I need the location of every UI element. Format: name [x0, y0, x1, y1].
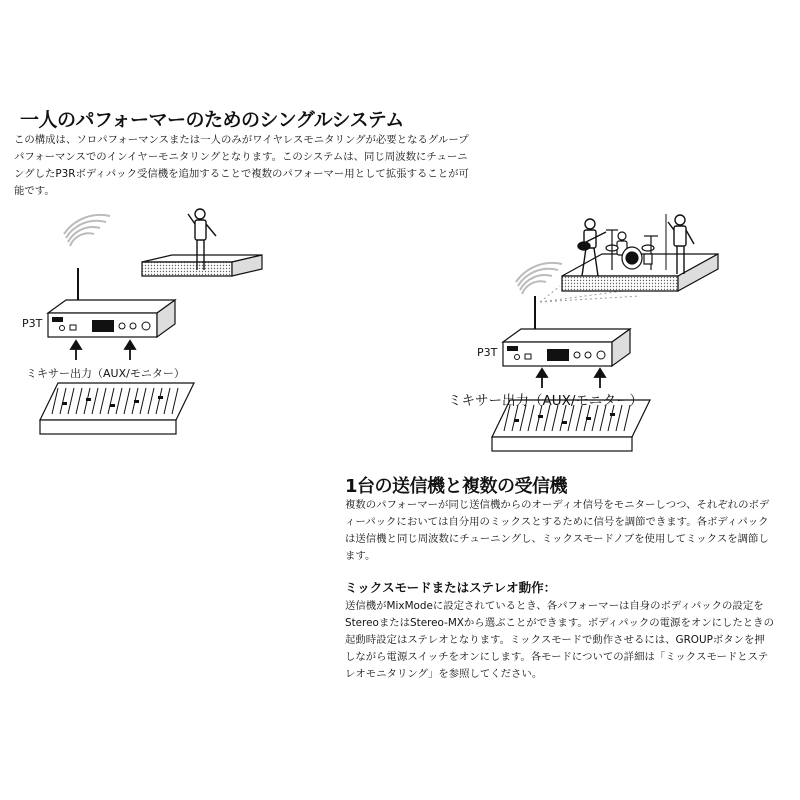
- mix-mode-description: 送信機がMixModeに設定されているとき、各パフォーマーは自身のボディパックの設定をStereoまたはStereo-MXから選ぶことができます。ボディパックの電源をオンにしたときの起動時設定はステレオとなります。ミックスモードで動作させるには、GROUPボタンを押しながら電源スイッチをオンにします。各モードについての詳細は「ミックスモードとステレオモニタリング」を参照してください。: [345, 600, 774, 680]
- multi-device-label: P3T: [477, 346, 498, 359]
- single-system-description: この構成は、ソロパフォーマンスまたは一人のみがワイヤレスモニタリングが必要となるグループパフォーマンスでのインイヤーモニタリングとなります。このシステムは、同じ周波数にチューニングしたP3Rボディパック受信機を追加することで複数のパフォーマー用として拡張することが可能です。: [14, 134, 469, 197]
- input-arrows-icon: [537, 369, 605, 388]
- stage-platform: [142, 255, 262, 276]
- multi-input-label: ミキサー出力（AUX/モニター）: [448, 393, 643, 409]
- single-system-diagram: [40, 209, 262, 434]
- single-system-title: 一人のパフォーマーのためのシングルシステム: [20, 109, 404, 131]
- single-input-label: ミキサー出力（AUX/モニター）: [26, 367, 185, 380]
- input-arrows-icon: [71, 341, 135, 360]
- mixer-console: [40, 383, 194, 434]
- multi-system-title: 1台の送信機と複数の受信機: [345, 476, 568, 497]
- signal-waves-icon: [516, 263, 562, 294]
- multi-system-description: 複数のパフォーマーが同じ送信機からのオーディオ信号をモニターしつつ、それぞれのボディーパックにおいては自分用のミックスとするために信号を調節できます。各ボディパックは送信機と同じ周波数にチューニングし、ミックスモードノブを使用してミックスを調節します。: [345, 499, 770, 562]
- multi-system-diagram: [492, 214, 718, 451]
- signal-waves-icon: [64, 215, 110, 246]
- single-device-label: P3T: [22, 317, 43, 330]
- p3t-transmitter: [503, 329, 630, 366]
- mix-mode-title: ミックスモードまたはステレオ動作：: [345, 580, 557, 595]
- p3t-transmitter: [48, 300, 175, 337]
